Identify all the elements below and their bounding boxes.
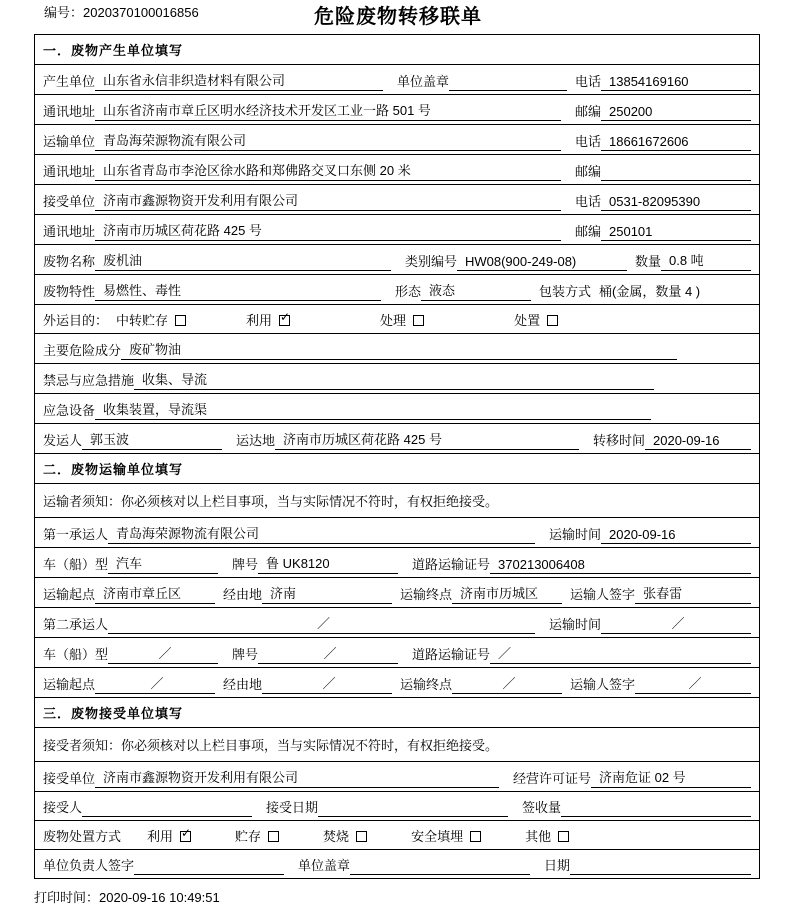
taboo-measures-value[interactable]: 收集、导流 <box>134 369 654 390</box>
ship-time2-label: 运输时间 <box>548 617 601 632</box>
receive-date-value[interactable] <box>318 800 508 817</box>
transport-address-row <box>35 155 759 184</box>
section3-heading: 三．废物接受单位填写 <box>43 706 184 721</box>
via1-value[interactable]: 济南 <box>262 583 392 604</box>
final-receiver-label: 接受单位 <box>43 771 96 786</box>
disposal-option-landfill[interactable] <box>411 826 481 846</box>
origin1-value[interactable]: 济南市章丘区 <box>95 583 215 604</box>
receive-qty-value[interactable] <box>561 800 751 817</box>
checkbox-treat[interactable] <box>413 315 424 326</box>
producer-address-label: 通讯地址 <box>43 104 96 119</box>
waste-quantity-label: 数量 <box>634 254 661 269</box>
dest1-label: 运输终点 <box>400 587 453 602</box>
disposal-option-utilize-label: 利用 <box>147 829 174 844</box>
vehicle1-row <box>35 548 759 577</box>
hazard-component-value[interactable]: 废矿物油 <box>121 339 677 360</box>
table-row <box>35 305 760 334</box>
purpose-option-treat[interactable] <box>380 310 424 330</box>
producer-value[interactable]: 山东省永信非织造材料有限公司 <box>95 70 383 91</box>
table-row <box>35 850 760 879</box>
transfer-time-value[interactable]: 2020-09-16 <box>645 433 751 450</box>
sign1-value[interactable]: 张春雷 <box>635 583 751 604</box>
package-label: 包装方式 <box>538 284 591 299</box>
disposal-method-label: 废物处置方式 <box>43 829 122 844</box>
print-time-value: 2020-09-16 10:49:51 <box>99 890 220 905</box>
vehicle2-row <box>35 638 759 667</box>
purpose-option-treat-label: 处理 <box>380 313 407 328</box>
checkbox-disposal-incinerate[interactable] <box>356 831 367 842</box>
producer-zip-value[interactable]: 250200 <box>601 104 751 121</box>
table-row <box>35 185 760 215</box>
receive-date-label: 接受日期 <box>266 800 319 815</box>
plate1-value[interactable]: 鲁 UK8120 <box>258 553 398 574</box>
table-row <box>35 125 760 155</box>
waste-property-value[interactable]: 易燃性、毒性 <box>95 280 381 301</box>
receive-qty-label: 签收量 <box>522 800 562 815</box>
table-row <box>35 792 760 821</box>
waste-name-row <box>35 245 759 274</box>
unit-seal-label: 单位盖章 <box>298 858 351 873</box>
dest1-value[interactable]: 济南市历城区 <box>452 583 562 604</box>
purpose-row <box>35 305 759 333</box>
origin2-value[interactable]: ／ <box>95 673 215 694</box>
producer-address-value[interactable]: 山东省济南市章丘区明水经济技术开发区工业一路 501 号 <box>95 100 561 121</box>
via2-value[interactable]: ／ <box>262 673 392 694</box>
ship-time1-label: 运输时间 <box>548 527 601 542</box>
table-row <box>35 668 760 698</box>
hazard-component-row <box>35 334 759 363</box>
transport-unit-row <box>35 125 759 154</box>
transport-phone-value[interactable]: 18661672606 <box>601 134 751 151</box>
leader-sign-value[interactable] <box>134 858 284 875</box>
disposal-option-other-label: 其他 <box>525 829 552 844</box>
ship-time1-value[interactable]: 2020-09-16 <box>601 527 751 544</box>
checkbox-disposal-utilize[interactable] <box>180 831 191 842</box>
checkbox-disposal-other[interactable] <box>558 831 569 842</box>
transport-unit-label: 运输单位 <box>43 134 96 149</box>
receiver-person-label: 接受人 <box>43 800 83 815</box>
purpose-option-transfer-storage-label: 中转贮存 <box>116 313 169 328</box>
transfer-time-label: 转移时间 <box>592 433 645 448</box>
route2-row <box>35 668 759 697</box>
checkbox-disposal-landfill[interactable] <box>470 831 481 842</box>
disposal-method-row <box>35 821 759 849</box>
producer-row <box>35 65 759 94</box>
section2-heading: 二．废物运输单位填写 <box>43 462 184 477</box>
table-row <box>35 454 760 484</box>
license1-value[interactable]: 370213006408 <box>490 557 751 574</box>
permit-label: 经营许可证号 <box>512 771 591 786</box>
section3-notice: 接受者须知：你必须核对以上栏目事项，当与实际情况不符时，有权拒绝接受。 <box>43 738 499 753</box>
transport-address-value[interactable]: 山东省青岛市李沧区徐水路和郑佛路交叉口东侧 20 米 <box>95 160 561 181</box>
waste-property-label: 废物特性 <box>43 284 96 299</box>
table-row <box>35 518 760 548</box>
via2-label: 经由地 <box>223 677 263 692</box>
receiver-zip-label: 邮编 <box>574 224 601 239</box>
receiver-unit-row <box>35 185 759 214</box>
dest2-label: 运输终点 <box>400 677 453 692</box>
destination-value[interactable]: 济南市历城区荷花路 425 号 <box>275 429 579 450</box>
carrier2-value[interactable]: ／ <box>108 613 535 634</box>
print-time-label: 打印时间： <box>34 890 100 905</box>
origin1-label: 运输起点 <box>43 587 96 602</box>
receiver-address-label: 通讯地址 <box>43 224 96 239</box>
seal-value[interactable] <box>449 74 567 91</box>
sender-value[interactable]: 郭玉波 <box>82 429 222 450</box>
transport-address-label: 通讯地址 <box>43 164 96 179</box>
disposal-option-utilize[interactable] <box>147 826 191 846</box>
transport-phone-label: 电话 <box>574 134 601 149</box>
vehicle2-value[interactable]: ／ <box>108 643 218 664</box>
print-time <box>34 887 796 906</box>
final-receiver-value[interactable]: 济南市鑫源物资开发利用有限公司 <box>95 767 499 788</box>
waste-quantity-value[interactable]: 0.8 吨 <box>661 250 751 271</box>
phone-label: 电话 <box>574 74 601 89</box>
plate2-value[interactable]: ／ <box>258 643 398 664</box>
disposal-option-other[interactable] <box>525 826 569 846</box>
transport-zip-value[interactable] <box>601 164 751 181</box>
page-title: 危险废物转移联单 <box>314 6 482 28</box>
carrier1-row <box>35 518 759 547</box>
sender-row <box>35 424 759 453</box>
waste-form-value[interactable]: 液态 <box>421 280 531 301</box>
producer-address-row <box>35 95 759 124</box>
table-row <box>35 821 760 850</box>
route1-row <box>35 578 759 607</box>
purpose-option-utilize-label: 利用 <box>246 313 273 328</box>
emergency-equipment-label: 应急设备 <box>43 403 96 418</box>
producer-label: 产生单位 <box>43 74 96 89</box>
sign-date-label: 日期 <box>544 858 571 873</box>
receiver-phone-label: 电话 <box>574 194 601 209</box>
seal-label: 单位盖章 <box>396 74 449 89</box>
section1-heading: 一．废物产生单位填写 <box>43 43 184 58</box>
hazard-component-label: 主要危险成分 <box>43 343 122 358</box>
checkbox-disposal-storage[interactable] <box>268 831 279 842</box>
vehicle1-value[interactable]: 汽车 <box>108 553 218 574</box>
transport-zip-label: 邮编 <box>574 164 601 179</box>
table-row <box>35 578 760 608</box>
table-row <box>35 484 760 518</box>
license2-value[interactable]: ／ <box>490 643 751 664</box>
section2-notice: 运输者须知：你必须核对以上栏目事项，当与实际情况不符时，有权拒绝接受。 <box>43 494 499 509</box>
ship-time2-value[interactable]: ／ <box>601 613 751 634</box>
emergency-equipment-value[interactable]: 收集装置，导流渠 <box>95 399 651 420</box>
serial-label: 编号： <box>44 5 84 20</box>
purpose-option-dispose-label: 处置 <box>514 313 541 328</box>
receiver-address-row <box>35 215 759 244</box>
table-row <box>35 394 760 424</box>
table-row <box>35 608 760 638</box>
package-value[interactable]: 桶(金属，数量 4 ) <box>599 284 701 299</box>
unit-seal-value[interactable] <box>350 858 530 875</box>
table-row <box>35 424 760 454</box>
table-row <box>35 65 760 95</box>
document-header <box>0 0 796 34</box>
receiver-unit-value[interactable]: 济南市鑫源物资开发利用有限公司 <box>95 190 561 211</box>
table-row <box>35 548 760 578</box>
waste-category-label: 类别编号 <box>404 254 457 269</box>
checkbox-utilize[interactable] <box>279 315 290 326</box>
license2-label: 道路运输证号 <box>412 647 491 662</box>
disposal-option-incinerate[interactable] <box>323 826 367 846</box>
plate2-label: 牌号 <box>232 647 259 662</box>
transfer-manifest-table <box>34 34 760 879</box>
vehicle2-label: 车（船）型 <box>43 647 109 662</box>
purpose-option-dispose[interactable] <box>514 310 558 330</box>
table-row <box>35 35 760 65</box>
taboo-measures-label: 禁忌与应急措施 <box>43 373 135 388</box>
sign2-value[interactable]: ／ <box>635 673 751 694</box>
phone-value[interactable]: 13854169160 <box>601 74 751 91</box>
checkbox-transfer-storage[interactable] <box>175 315 186 326</box>
waste-category-value[interactable]: HW08(900-249-08) <box>457 254 627 271</box>
sign1-label: 运输人签字 <box>570 587 636 602</box>
table-row <box>35 364 760 394</box>
receive-info-row <box>35 792 759 820</box>
disposal-option-storage[interactable] <box>235 826 279 846</box>
carrier2-row <box>35 608 759 637</box>
table-row <box>35 638 760 668</box>
disposal-option-storage-label: 贮存 <box>235 829 262 844</box>
receiver-phone-value[interactable]: 0531-82095390 <box>601 194 751 211</box>
receiver-person-value[interactable] <box>82 800 252 817</box>
waste-name-value[interactable]: 废机油 <box>95 250 391 271</box>
receiver-zip-value[interactable]: 250101 <box>601 224 751 241</box>
table-row <box>35 334 760 364</box>
producer-zip-label: 邮编 <box>574 104 601 119</box>
waste-form-label: 形态 <box>394 284 421 299</box>
dest2-value[interactable]: ／ <box>452 673 562 694</box>
destination-label: 运达地 <box>236 433 276 448</box>
sign-date-value[interactable] <box>570 858 751 875</box>
purpose-option-transfer-storage[interactable] <box>116 310 186 330</box>
sign2-label: 运输人签字 <box>570 677 636 692</box>
receiver-unit-label: 接受单位 <box>43 194 96 209</box>
table-row <box>35 762 760 792</box>
table-row <box>35 698 760 728</box>
table-row <box>35 215 760 245</box>
via1-label: 经由地 <box>223 587 263 602</box>
taboo-measures-row <box>35 364 759 393</box>
final-receiver-row <box>35 762 759 791</box>
receiver-address-value[interactable]: 济南市历城区荷花路 425 号 <box>95 220 561 241</box>
permit-value[interactable]: 济南危证 02 号 <box>591 767 751 788</box>
checkbox-dispose[interactable] <box>547 315 558 326</box>
carrier1-value[interactable]: 青岛海荣源物流有限公司 <box>108 523 535 544</box>
transport-unit-value[interactable]: 青岛海荣源物流有限公司 <box>95 130 561 151</box>
carrier1-label: 第一承运人 <box>43 527 109 542</box>
table-row <box>35 95 760 125</box>
table-row <box>35 245 760 275</box>
table-row <box>35 728 760 762</box>
table-row <box>35 275 760 305</box>
disposal-option-landfill-label: 安全填埋 <box>411 829 464 844</box>
origin2-label: 运输起点 <box>43 677 96 692</box>
license1-label: 道路运输证号 <box>412 557 491 572</box>
purpose-label: 外运目的： <box>43 313 109 328</box>
signature-row <box>35 850 759 878</box>
leader-sign-label: 单位负责人签字 <box>43 858 135 873</box>
serial-value: 2020370100016856 <box>83 5 199 20</box>
emergency-equipment-row <box>35 394 759 423</box>
sender-label: 发运人 <box>43 433 83 448</box>
disposal-option-incinerate-label: 焚烧 <box>323 829 350 844</box>
table-row <box>35 155 760 185</box>
vehicle1-label: 车（船）型 <box>43 557 109 572</box>
plate1-label: 牌号 <box>232 557 259 572</box>
purpose-option-utilize[interactable] <box>246 310 290 330</box>
carrier2-label: 第二承运人 <box>43 617 109 632</box>
waste-property-row <box>35 275 759 304</box>
waste-name-label: 废物名称 <box>43 254 96 269</box>
